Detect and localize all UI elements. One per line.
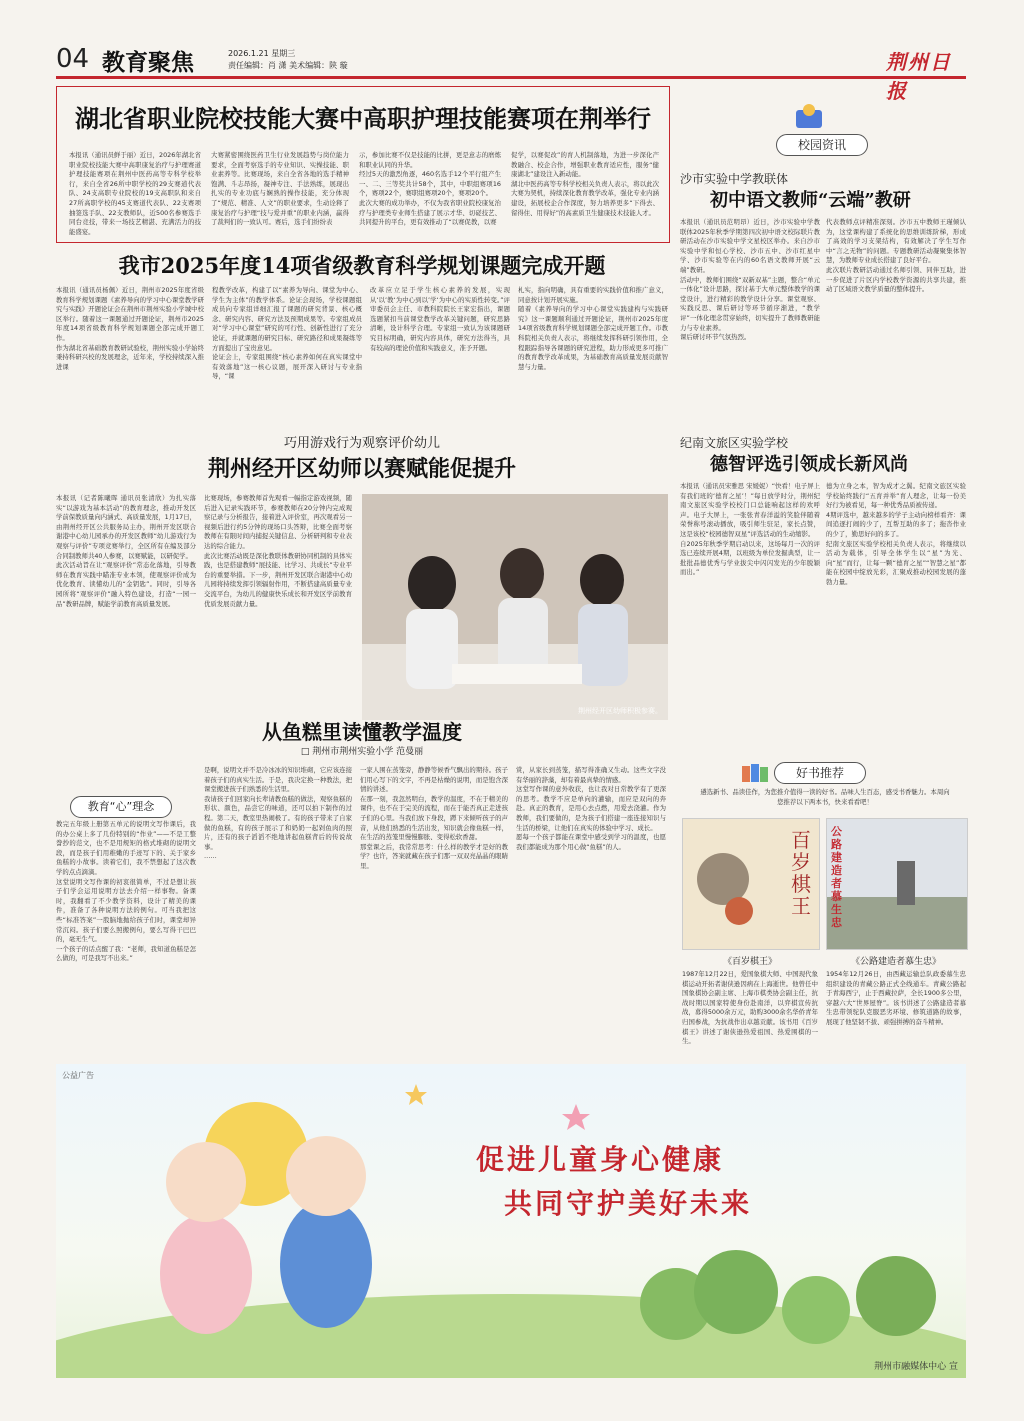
book-cover: [826, 818, 968, 950]
contest-photo-illustration: [362, 494, 668, 720]
masthead-rule: [56, 76, 966, 79]
article-column: 示，参加比赛不仅是技能的比拼，更是意志的磨炼和职业认同的升华。 经过5天的激烈角逐，460名选手12个平行组产生一、二、三等奖共计58个，其中，中职组赛项16个，赛项22个，赛职组赛项20个，赛项20个。 此次大赛的成功举办，不仅为我省职业院校康复治疗与护理类专业师生搭建了展示才华、切磋技艺、共同提升的平台，更有效推动了“以赛促教，以赛: [359, 151, 501, 227]
photo-caption: 荆州经开区幼师积极参赛。: [578, 707, 662, 715]
news-kicker: 沙市实验中学教联体: [680, 172, 789, 186]
article-column: 教完五年级上册第五单元的说明文写作课后，我的办公桌上多了几份特别的“作业”——不是工整誊抄的范文，也不是用规矩的格式堆砌的说明文段，而是孩子们用稚嫩的手迹写下的、关于家乡鱼糕的小故事。读着它们，我不禁想起了这次教学的点点滴滴。 这堂说明文写作课的初衷很简单，不过是想让孩子们学会运用说明方法去介绍一样事物。备课时，我翻看了不少教学资料，设计了精美的课件，准备了各种说明方法的例句。可当我把这些“标准答案”一股脑地抛给孩子们时，课堂却异常沉闷。孩子们要么照搬例句，要么写得干巴巴的，毫无生气。 一个孩子的话点醒了我：“老师，我知道鱼糕是怎么做的，可是我写不出来。”: [56, 820, 196, 963]
news-kicker: 纪南文旅区实验学校: [680, 436, 789, 450]
book-cover-art: [827, 819, 967, 949]
subheadline: 巧用游戏行为观察评价幼儿: [283, 436, 440, 451]
headline: 湖北省职业院校技能大赛中高职护理技能赛项在荆举行: [75, 104, 651, 133]
news-column: 代表教师点评精准深刻。沙市五中教师王瑾倾认为，这堂课构建了系统化的思维训练阶梯，形成了高效的学习支架结构，有效解决了学生写作中“言之无物”的问题。专题教研活动凝聚集体智慧，为教师专业成长搭建了良好平台。 此次联片教研活动通过名师引领、同伴互助，进一步促进了片区内学校教学资源的共享共建，推动了区域语文教学质量的整体提升。: [826, 218, 966, 294]
headline: 从鱼糕里读懂教学温度: [262, 720, 462, 744]
news-headline: 德智评选引领成长新风尚: [710, 454, 908, 475]
article-column: 赏，从家长到蒸笼，描写得准确又生动。这些文字没有华丽的辞藻，却有着最真挚的情感。 这堂写作课的意外收获，也让我对日常教学有了更深的思考。教学不应是单向的灌输，而应是双向的奔赴。真正的教育，是用心去点燃，用爱去浇灌。作为教师，我们要做的，是为孩子们搭建一座连接知识与生活的桥梁，让他们在真实的体验中学习、成长。 愿每一个孩子都能在课堂中感受到学习的温度，也愿我们都能成为那个用心做“鱼糕”的人。: [516, 766, 666, 851]
book-cover: [682, 818, 820, 950]
campus-news-icon: [792, 102, 826, 132]
masthead: [56, 44, 966, 103]
ad-label: 公益广告: [62, 1071, 94, 1080]
campus-news-sidebar: [680, 100, 966, 760]
section-title: 教育聚焦: [102, 49, 194, 76]
page-number: 04: [56, 44, 90, 74]
campus-news-label: 校园资讯: [776, 134, 868, 156]
ad-slogan-line-2: 共同守护美好未来: [504, 1187, 753, 1220]
book-cover-title: 公路建造者慕生忠: [831, 825, 842, 929]
issue-date: 2026.1.21 星期三: [228, 49, 296, 58]
books-icon: [740, 762, 770, 784]
book-cover-title: 百岁棋王: [791, 828, 811, 918]
news-column: 本报讯（通讯员范明昂）近日，沙市实验中学教联体2025年秋季学期第四次初中语文校际联片教研活动在沙市实验中学文星校区举办。来自沙市实验中学和恒心学校、沙市五中、沙市红星中学、沙市实验等在内的60名语文教师开展“云端”教研。 活动中，教师们围绕“双新双基”主题，整合“单元一体化”设计思路，探讨基于大单元整体教学的课堂设计，进行精彩的教学设计分享。课堂观察、实践反思、课后研讨等环节循序渐进，“教学评”一体化理念贯穿始终，切实提升了教师教研能力与专业素养。 课后研讨环节气氛热烈。: [680, 218, 820, 342]
article-column: 札实，指向明确，具有重要的实践价值和推广意义，同意按计划开展实施。 随着《素养导向的学习中心课堂实践建构与实践研究》这一课题顺利通过开题论证，荆州市2025年度14项省级教育科学规划课题全部完成开题工作。市教科院相关负责人表示，将继续发挥科研引领作用，全程跟踪指导各课题的研究进程，助力形成更多可推广的教育教学改革成果，为基础教育高质量发展贡献智慧与力量。: [518, 286, 668, 371]
headline: 荆州经开区幼师以赛赋能促提升: [207, 456, 516, 482]
books-intro: 遴选新书、品读佳作，为您推介值得一读的好书。品味人生百态，感受书香魅力。本周向您推荐以下两本书，快来看看吧！: [700, 788, 950, 806]
headline: 我市2025年度14项省级教育科学规划课题完成开题: [118, 253, 606, 278]
public-service-ad: [56, 1064, 966, 1378]
article-skills-contest: [56, 86, 670, 243]
book-title: 《公路建造者慕生忠》: [850, 957, 941, 967]
news-headline: 初中语文教师“云端”教研: [710, 190, 911, 211]
article-column: 一家人围在蒸笼旁，静静等候香气飘出的期待。孩子们用心写下的文字，不再是枯燥的说明，而是饱含深情的讲述。 在那一刻，我忽然明白，教学的温度，不在于精美的课件，也不在于完美的流程，而在于能否真正走进孩子们的心里。当我们放下身段，蹲下来倾听孩子的声音，从他们熟悉的生活出发，知识就会像鱼糕一样，在生活的蒸笼里慢慢膨胀、变得松软香甜。 那堂课之后，我常常思考：什么样的教学才是好的教学？也许，答案就藏在孩子们那一双双亮晶晶的眼睛里。: [360, 766, 508, 870]
article-column: 改革应立足于学生核心素养的发展，实现从‘以’教‘为中心到以’学‘为中心的实质性转变。”评审委员会主任、市教科院院长王家宏指出，课题选题紧扣当前课堂教学改革关键问题，研究思路清晰，设计科学合理。专家组一致认为该课题研究目标明确，研究内容具体，研究方法得当，具有较高的理论价值和实践意义，准予开题。: [370, 286, 510, 352]
article-column: 本报讯（记者陈曦晖 通讯员张清欣）为扎实落实“以游戏为基本活动”的教育理念，推动开发区学前保教质量向内涵式、高质量发展，1月17日，由荆州经开区公共服务局主办，荆州开发区联合谢港中心幼儿园承办的开发区教师“幼儿游戏行为观察与评价”专项竞赛举行，全区所有在编及部分合同制教师共40人参赛，以赛赋能，以研促学。 此次活动旨在让“观察评价”常态化落地，引导教师在教育实践中瞄准专业本领，使观察评价成为优化教育、读懂幼儿的“金钥匙”。同时，引导各园所将“观察评价”融入特色建设，打造“一园一品”教研品牌，赋能学前教育高质量发展。: [56, 494, 196, 608]
book-description: 1987年12月22日，爱国象棋大师、中国现代象棋运动开拓者谢侠逊因病在上海逝世。他曾任中国象棋协会副主席、上海市棋类协会副主任，抗战时期以国家特使身份赴南洋，以弈棋宣传抗战，募得5000余万元，助购3000余名华侨青年归国参战，为抗战作出卓越贡献。该书用《百岁棋王》讲述了谢侠逊热爱祖国、热爱围棋的一生。: [682, 970, 818, 1046]
article-column: 大赛紧密围绕医药卫生行业发展趋势与岗位能力要求，全面考察选手的专业知识、实操技能、职业素养等。比赛现场，来自全省各地的选手精神饱满、斗志昂扬，凝神专注、手法熟练，展现出扎实的专业功底与娴熟的操作技能，充分体现了“规范、精准、人文”的职业要求，生动诠释了康复治疗与护理“技与爱并重”的职业内涵，赢得了裁判们的一致认可。赛后，选手们纷纷表: [211, 151, 349, 227]
article-column: 比赛现场，参赛教师首先观看一幅指定游戏视频，随后进入记录实践环节，参赛教师在20分钟内完成观察记录与分析报告，接着进入评价室，再次观看另一视频后进行约5分钟的现场口头答辩，比赛全面考察教师在有限时间内捕捉关键信息、分析研判和专业表达的综合能力。 此次比赛活动既是深化教联体教研协同机制的具体实践，也是搭建教师“展技能、比学习、共成长”专业平台的重要举措。下一步，荆州开发区联合谢港中心幼儿园将持续发挥引领辐射作用，不断搭建高质量专业交流平台，为幼儿的健康快乐成长和开发区学前教育优质发展贡献力量。: [204, 494, 352, 608]
article-column: 是啊，说明文并不是冷冰冰的知识堆砌，它应该连接着孩子们的真实生活。于是，我决定换一种教法，把课堂搬进孩子们熟悉的生活里。 我请孩子们回家向长辈请教鱼糕的做法，观察鱼糕的形状、颜色，品尝它的味道，还可以拍下制作的过程。第二天，教室里热闹极了。有的孩子带来了自家做的鱼糕，有的孩子展示了和奶奶一起剁鱼肉的照片，还有的孩子滔滔不绝地讲起鱼糕背后的传说故事。 ……: [204, 766, 352, 861]
contest-photo: [362, 494, 668, 720]
editors: 责任编辑：肖 潇 美术编辑：陕 璇: [228, 61, 348, 70]
paper-logo: 荆州日报: [886, 50, 952, 103]
books-label: 好书推荐: [774, 762, 866, 784]
article-column: 本报讯（通讯员鲜于丽）近日，2026年湖北省职业院校技能大赛中高职康复治疗与护理赛道护理技能赛项在荆州中医药高等专科学校举行，来自全省26所中职学校的29支赛道代表队、24支高职专业院校的19支高职队和来自27所高职学校的45支赛道代表队、22支赛项抽签选手队、22支教师队，近500名参赛选手同台竞技，带来一场技艺精湛、充满活力的技能盛宴。: [69, 151, 201, 236]
book-recommendation: [680, 766, 966, 1056]
article-column: 本报讯（通讯员杨佩）近日，荆州市2025年度省级教育科学规划课题《素养导向的学习中心课堂教学研究与实践》开题论证会在荆州市荆州实验小学城中校区举行。随着这一课题通过开题论证，荆州市2025年度14项省级教育科学规划课题全部完成开题工作。 作为湖北省基础教育教研试验校，荆州实验小学始终秉持科研兴校的发展理念，近年来，学校持续深入推进课: [56, 286, 204, 371]
byline: □ 荆州市荆州实验小学 范曼丽: [300, 747, 424, 757]
book-title: 《百岁棋王》: [722, 957, 777, 967]
news-column: 德为立身之本，智为成才之翼。纪南文旅区实验学校始终践行“五育并举”育人理念，让每一份美好行为被看见，每一种优秀品质被传递。 4期评选中，越来越多的学子主动向榜样看齐：课间追逐打闹的少了，互帮互助的多了；拖沓作业的少了，勤思好问的多了。 纪南文旅区实验学校相关负责人表示，将继续以活动为载体，引导全体学生以“星”为光、向“星”而行，让每一颗“德育之星”“智慧之星”都能在校园中绽放光彩，汇聚成推动校园发展的蓬勃力量。: [826, 482, 966, 586]
column-label: 教育“心”理念: [70, 796, 172, 818]
book-description: 1954年12月26日，由西藏运输总队政委慕生忠组织建设的青藏公路正式全线通车。青藏公路起于青海西宁，止于西藏拉萨，全长1900多公里，穿越六大“世界屋脊”。该书讲述了公路建造者慕生忠带领驼队克服恶劣环境、修筑道路的故事，展现了他坚韧不拔、顽强拼搏的奋斗精神。: [826, 970, 966, 1026]
ad-slogan-line-1: 促进儿童身心健康: [476, 1143, 725, 1176]
news-column: 本报讯（通讯员宋雅思 宋媛妮）“快看！电子屏上有我们班的‘德育之星’！”每日放学时分，荆州纪南文旅区实验学校校门口总能响起这样的欢呼声。电子大屏上，一张张青春洋溢的笑脸伴随着荣誉称号滚动播放，吸引师生驻足，家长点赞，这是该校“校园德智双星”评选活动的生动缩影。 自2025年秋季学期启动以来，这场每月一次的评选已连续开展4期，以班级为单位发掘典型，让一批批品德优秀与学业拔尖中闪闪发光的少年脱颖而出。”: [680, 482, 820, 577]
ad-credit: 荆州市融媒体中心 宣: [874, 1362, 958, 1372]
article-column: 促学，以赛促改”的育人机制落地，为进一步深化产教融合、校企合作，增强职业教育适应性，服务“健康湖北”建设注入新动能。 湖北中医药高等专科学校相关负责人表示，将以此次大赛为契机，持续深化教育教学改革，强化专业内涵建设，拓展校企合作深度，努力培养更多“下得去、留得住、用得好”的高素质卫生健康技术技能人才。: [511, 151, 659, 217]
article-column: 程教学改革，构建了以“素养为导向、课堂为中心、学生为主体”的教学体系。论证会现场，学校课题组成员向专家组详细汇报了课题的研究背景、核心概念、研究内容、研究方法及预期成果等。专家组成员对“学习中心课堂”研究的可行性、创新性进行了充分论证，并就课题的研究目标、研究路径和成果凝练等方面提出了宝贵意见。 论证会上，专家组围绕“核心素养如何在真实课堂中有效落地”这一核心议题，展开深入研讨与专业指导，“课: [212, 286, 362, 381]
